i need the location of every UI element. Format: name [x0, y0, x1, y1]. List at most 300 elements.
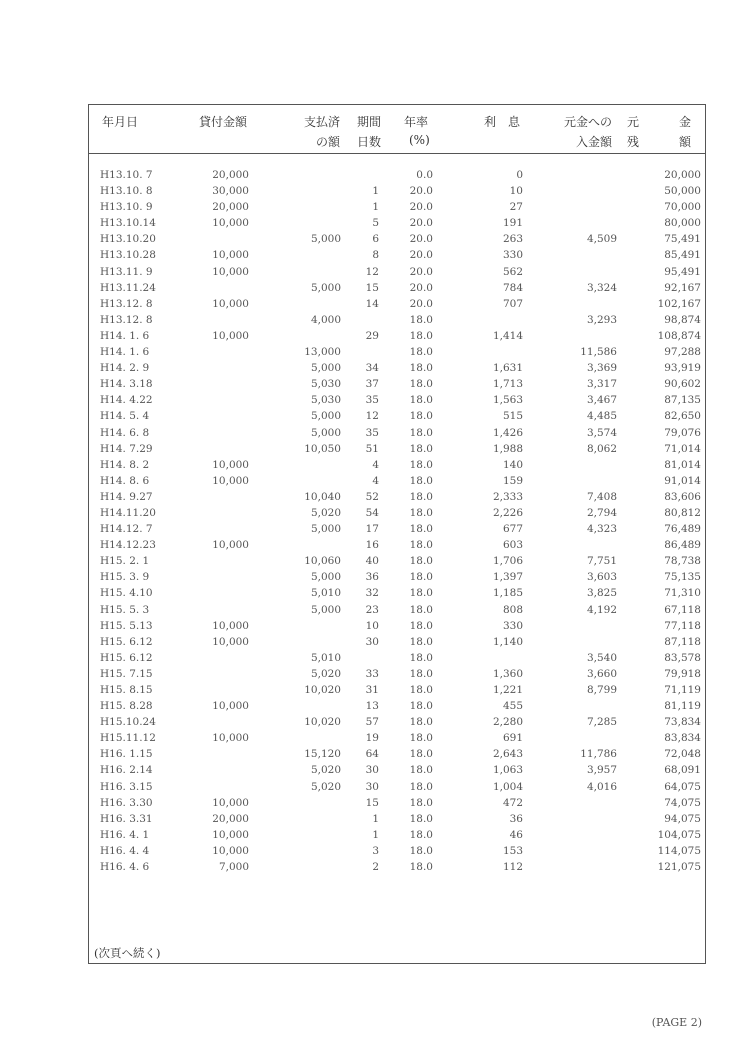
row-loan-amount: 10,000 [212, 297, 249, 310]
row-rate: 18.0 [409, 603, 433, 616]
row-balance: 71,014 [664, 442, 701, 455]
row-date: H14. 1. 6 [100, 329, 150, 342]
row-days: 64 [365, 748, 379, 761]
row-interest: 1,221 [492, 684, 523, 696]
row-days: 1 [372, 201, 379, 214]
row-interest: 455 [502, 700, 523, 713]
row-date: H14.12.23 [100, 539, 156, 552]
row-balance: 82,650 [664, 410, 701, 423]
row-principal-payment: 4,016 [586, 780, 617, 793]
row-paid-amount: 5,010 [310, 587, 341, 600]
table-row [89, 650, 705, 666]
row-days: 6 [372, 233, 379, 246]
table-row [89, 666, 705, 682]
row-paid-amount: 10,020 [304, 716, 341, 729]
row-days: 37 [365, 378, 379, 391]
row-rate: 20.0 [409, 217, 433, 230]
row-rate: 0.0 [416, 169, 433, 181]
row-rate: 18.0 [409, 796, 433, 809]
table-row [89, 505, 705, 521]
row-rate: 18.0 [409, 764, 433, 777]
table-row [89, 779, 705, 795]
row-paid-amount: 10,060 [304, 555, 341, 568]
table-row [89, 537, 705, 553]
row-date: H13.12. 8 [100, 313, 153, 326]
row-interest: 677 [502, 523, 523, 536]
table-row [89, 553, 705, 569]
row-date: H15.11.12 [100, 732, 156, 745]
row-paid-amount: 5,020 [310, 780, 341, 793]
row-rate: 18.0 [409, 651, 433, 664]
table-row [89, 682, 705, 698]
table-row [89, 795, 705, 811]
row-loan-amount: 10,000 [212, 474, 249, 487]
row-loan-amount: 10,000 [212, 619, 249, 632]
row-days: 8 [372, 249, 379, 262]
row-date: H15. 6.12 [100, 651, 153, 664]
row-interest: 10 [509, 185, 523, 198]
row-loan-amount: 10,000 [212, 329, 249, 342]
row-days: 30 [365, 780, 379, 793]
row-date: H14.12. 7 [100, 523, 153, 536]
table-row [89, 521, 705, 537]
row-interest: 1,063 [492, 764, 523, 777]
row-date: H16. 4. 1 [100, 828, 150, 841]
row-date: H13.10. 8 [100, 185, 153, 198]
page-number: (PAGE 2) [651, 1016, 702, 1029]
row-balance: 97,288 [664, 346, 701, 359]
row-interest: 191 [502, 217, 523, 230]
table-row [89, 360, 705, 376]
row-balance: 81,119 [664, 700, 701, 713]
row-balance: 76,489 [664, 523, 701, 536]
row-paid-amount: 5,000 [310, 571, 341, 584]
row-date: H13.11.24 [100, 281, 156, 294]
row-loan-amount: 10,000 [212, 458, 249, 471]
table-row [89, 634, 705, 650]
row-date: H16. 3.31 [100, 812, 153, 825]
row-loan-amount: 30,000 [212, 185, 249, 198]
row-paid-amount: 13,000 [304, 346, 341, 359]
row-principal-payment: 4,192 [586, 603, 617, 616]
header-balance-b: 金 [679, 115, 692, 129]
row-balance: 71,310 [664, 587, 701, 600]
table-row [89, 312, 705, 328]
row-date: H16. 3.30 [100, 796, 153, 809]
row-interest: 330 [502, 249, 523, 262]
table-row [89, 215, 705, 231]
row-date: H14.11.20 [100, 506, 156, 519]
row-date: H15. 3. 9 [100, 571, 150, 584]
row-balance: 114,075 [657, 844, 701, 857]
row-interest: 1,631 [492, 362, 523, 375]
row-date: H16. 4. 4 [100, 844, 150, 857]
row-rate: 20.0 [409, 185, 433, 198]
row-interest: 330 [502, 619, 523, 632]
header-rate-line2: (%) [409, 133, 430, 147]
row-interest: 707 [502, 297, 523, 310]
row-balance: 87,118 [664, 635, 701, 648]
row-rate: 18.0 [409, 442, 433, 455]
table-row [89, 714, 705, 730]
row-balance: 94,075 [664, 812, 701, 825]
row-principal-payment: 3,324 [586, 281, 617, 294]
header-principal-line2: 入金額 [576, 135, 613, 149]
row-paid-amount: 5,000 [310, 362, 341, 375]
row-date: H13.12. 8 [100, 297, 153, 310]
row-loan-amount: 10,000 [212, 828, 249, 841]
row-balance: 92,167 [664, 281, 701, 294]
row-paid-amount: 5,000 [310, 233, 341, 246]
row-paid-amount: 5,000 [310, 426, 341, 439]
row-date: H14. 1. 6 [100, 346, 150, 359]
row-interest: 27 [509, 201, 523, 214]
row-loan-amount: 10,000 [212, 700, 249, 713]
row-rate: 20.0 [409, 249, 433, 262]
row-principal-payment: 4,509 [586, 233, 617, 246]
row-interest: 1,004 [492, 780, 523, 793]
table-row [89, 441, 705, 457]
table-row [89, 762, 705, 778]
row-balance: 85,491 [664, 249, 701, 262]
header-principal-line1: 元金への [564, 115, 613, 129]
row-days: 36 [365, 571, 379, 584]
row-date: H16. 2.14 [100, 764, 153, 777]
row-balance: 80,000 [664, 217, 701, 230]
row-interest: 36 [509, 812, 523, 825]
table-row [89, 376, 705, 392]
row-days: 4 [372, 474, 379, 487]
row-date: H13.10. 7 [100, 169, 153, 181]
row-principal-payment: 2,794 [586, 506, 617, 519]
row-interest: 1,988 [492, 442, 523, 455]
header-paid-line2: の額 [316, 135, 341, 149]
table-row [89, 199, 705, 215]
row-date: H13.10.28 [100, 249, 156, 262]
row-rate: 18.0 [409, 346, 433, 359]
row-rate: 18.0 [409, 635, 433, 648]
row-interest: 1,397 [492, 571, 523, 584]
row-rate: 18.0 [409, 861, 433, 874]
row-rate: 18.0 [409, 426, 433, 439]
row-paid-amount: 10,050 [304, 442, 341, 455]
row-principal-payment: 3,540 [586, 651, 617, 664]
row-loan-amount: 10,000 [212, 844, 249, 857]
header-balance-c: 残 [627, 135, 640, 149]
row-loan-amount: 20,000 [212, 169, 249, 181]
row-loan-amount: 10,000 [212, 539, 249, 552]
row-rate: 18.0 [409, 458, 433, 471]
row-balance: 81,014 [664, 458, 701, 471]
row-interest: 691 [502, 732, 523, 745]
row-paid-amount: 10,040 [304, 490, 341, 503]
row-interest: 2,643 [492, 748, 523, 761]
row-rate: 18.0 [409, 684, 433, 696]
row-balance: 79,076 [664, 426, 701, 439]
row-date: H13.10. 9 [100, 201, 153, 214]
table-row [89, 602, 705, 618]
row-date: H14. 8. 6 [100, 474, 150, 487]
row-date: H13.11. 9 [100, 265, 153, 278]
row-balance: 79,918 [664, 667, 701, 680]
row-paid-amount: 5,000 [310, 410, 341, 423]
row-date: H16. 1.15 [100, 748, 153, 761]
row-interest: 2,333 [492, 490, 523, 503]
row-paid-amount: 5,030 [310, 394, 341, 407]
row-loan-amount: 7,000 [218, 861, 249, 874]
row-interest: 515 [502, 410, 523, 423]
row-balance: 67,118 [664, 603, 701, 616]
row-loan-amount: 10,000 [212, 217, 249, 230]
row-rate: 18.0 [409, 587, 433, 600]
row-rate: 18.0 [409, 700, 433, 713]
row-principal-payment: 8,062 [586, 442, 617, 455]
row-balance: 104,075 [657, 828, 701, 841]
table-row [89, 328, 705, 344]
row-loan-amount: 10,000 [212, 265, 249, 278]
row-principal-payment: 3,574 [586, 426, 617, 439]
table-row [89, 811, 705, 827]
row-interest: 562 [502, 265, 523, 278]
row-paid-amount: 5,030 [310, 378, 341, 391]
row-date: H15. 8.28 [100, 700, 153, 713]
row-balance: 50,000 [664, 185, 701, 198]
table-row [89, 730, 705, 746]
row-rate: 18.0 [409, 828, 433, 841]
row-balance: 75,491 [664, 233, 701, 246]
row-rate: 18.0 [409, 619, 433, 632]
row-balance: 90,602 [664, 378, 701, 391]
row-date: H14. 7.29 [100, 442, 153, 455]
row-balance: 83,834 [664, 732, 701, 745]
row-interest: 263 [502, 233, 523, 246]
row-balance: 93,919 [664, 362, 701, 375]
row-days: 33 [365, 667, 379, 680]
row-rate: 18.0 [409, 732, 433, 745]
continued-note: (次頁へ続く) [94, 946, 161, 960]
row-date: H14. 9.27 [100, 490, 153, 503]
row-balance: 74,075 [664, 796, 701, 809]
row-balance: 75,135 [664, 571, 701, 584]
row-days: 31 [365, 684, 379, 696]
row-date: H15. 5.13 [100, 619, 153, 632]
row-balance: 98,874 [664, 313, 701, 326]
row-days: 3 [372, 844, 379, 857]
table-row [89, 843, 705, 859]
row-days: 14 [365, 297, 379, 310]
table-row [89, 392, 705, 408]
row-interest: 2,226 [492, 506, 523, 519]
row-date: H13.10.14 [100, 217, 156, 230]
row-balance: 102,167 [657, 297, 701, 310]
row-paid-amount: 10,020 [304, 684, 341, 696]
row-rate: 18.0 [409, 523, 433, 536]
row-days: 15 [365, 281, 379, 294]
table-row [89, 618, 705, 634]
row-date: H14. 4.22 [100, 394, 153, 407]
row-rate: 18.0 [409, 571, 433, 584]
header-balance-d: 額 [679, 135, 692, 149]
row-rate: 18.0 [409, 667, 433, 680]
row-rate: 20.0 [409, 297, 433, 310]
row-balance: 68,091 [664, 764, 701, 777]
row-days: 32 [365, 587, 379, 600]
row-balance: 20,000 [664, 169, 701, 181]
row-days: 16 [365, 539, 379, 552]
row-rate: 18.0 [409, 555, 433, 568]
row-days: 12 [365, 410, 379, 423]
row-balance: 71,119 [664, 684, 701, 696]
row-principal-payment: 3,317 [586, 378, 617, 391]
row-balance: 70,000 [664, 201, 701, 214]
row-rate: 18.0 [409, 362, 433, 375]
row-days: 12 [365, 265, 379, 278]
row-principal-payment: 7,751 [586, 555, 617, 568]
row-balance: 121,075 [657, 861, 701, 874]
row-rate: 18.0 [409, 313, 433, 326]
row-principal-payment: 7,408 [586, 490, 617, 503]
row-balance: 95,491 [664, 265, 701, 278]
row-date: H14. 2. 9 [100, 362, 150, 375]
header-period-line1: 期間 [357, 115, 382, 129]
ledger-table [88, 104, 706, 964]
row-rate: 18.0 [409, 490, 433, 503]
row-date: H15.10.24 [100, 716, 156, 729]
row-days: 1 [372, 185, 379, 198]
row-principal-payment: 3,293 [586, 313, 617, 326]
row-rate: 20.0 [409, 233, 433, 246]
row-interest: 472 [502, 796, 523, 809]
row-days: 30 [365, 764, 379, 777]
row-days: 30 [365, 635, 379, 648]
row-interest: 808 [502, 603, 523, 616]
row-date: H16. 4. 6 [100, 861, 150, 874]
row-paid-amount: 5,020 [310, 506, 341, 519]
row-loan-amount: 10,000 [212, 732, 249, 745]
row-interest: 603 [502, 539, 523, 552]
header-period-line2: 日数 [357, 135, 382, 149]
row-rate: 18.0 [409, 716, 433, 729]
row-principal-payment: 3,957 [586, 764, 617, 777]
row-days: 2 [372, 861, 379, 874]
table-row [89, 231, 705, 247]
row-interest: 153 [502, 844, 523, 857]
row-date: H13.10.20 [100, 233, 156, 246]
row-loan-amount: 10,000 [212, 796, 249, 809]
row-paid-amount: 5,000 [310, 603, 341, 616]
row-loan-amount: 10,000 [212, 249, 249, 262]
row-principal-payment: 3,467 [586, 394, 617, 407]
table-row [89, 183, 705, 199]
row-days: 29 [365, 329, 379, 342]
ledger-rows [89, 167, 705, 875]
row-balance: 77,118 [664, 619, 701, 632]
row-interest: 0 [516, 169, 523, 181]
table-row [89, 827, 705, 843]
table-row [89, 344, 705, 360]
header-date: 年月日 [102, 115, 139, 129]
row-rate: 20.0 [409, 281, 433, 294]
row-interest: 784 [502, 281, 523, 294]
row-rate: 18.0 [409, 780, 433, 793]
row-principal-payment: 4,485 [586, 410, 617, 423]
table-row [89, 247, 705, 263]
row-loan-amount: 20,000 [212, 812, 249, 825]
row-interest: 1,706 [492, 555, 523, 568]
row-principal-payment: 3,603 [586, 571, 617, 584]
row-days: 34 [365, 362, 379, 375]
row-rate: 18.0 [409, 329, 433, 342]
table-row [89, 569, 705, 585]
row-interest: 1,185 [492, 587, 523, 600]
row-principal-payment: 3,825 [586, 587, 617, 600]
row-principal-payment: 4,323 [586, 523, 617, 536]
row-balance: 78,738 [664, 555, 701, 568]
row-balance: 64,075 [664, 780, 701, 793]
row-rate: 18.0 [409, 506, 433, 519]
row-interest: 140 [502, 458, 523, 471]
row-paid-amount: 5,000 [310, 523, 341, 536]
row-balance: 83,606 [664, 490, 701, 503]
row-balance: 86,489 [664, 539, 701, 552]
row-rate: 18.0 [409, 378, 433, 391]
row-date: H15. 7.15 [100, 667, 153, 680]
row-principal-payment: 7,285 [586, 716, 617, 729]
row-days: 1 [372, 828, 379, 841]
row-days: 54 [365, 506, 379, 519]
row-days: 4 [372, 458, 379, 471]
row-balance: 91,014 [664, 474, 701, 487]
row-date: H14. 3.18 [100, 378, 153, 391]
table-row [89, 167, 705, 183]
row-interest: 1,140 [492, 635, 523, 648]
row-rate: 18.0 [409, 474, 433, 487]
row-interest: 1,713 [492, 378, 523, 391]
row-date: H15. 5. 3 [100, 603, 150, 616]
row-loan-amount: 10,000 [212, 635, 249, 648]
header-paid-line1: 支払済 [304, 115, 341, 129]
row-days: 1 [372, 812, 379, 825]
row-days: 51 [365, 442, 379, 455]
table-row [89, 859, 705, 875]
row-paid-amount: 5,000 [310, 281, 341, 294]
row-paid-amount: 15,120 [304, 748, 341, 761]
table-row [89, 457, 705, 473]
header-rate-line1: 年率 [404, 115, 429, 129]
row-loan-amount: 20,000 [212, 201, 249, 214]
row-principal-payment: 3,660 [586, 667, 617, 680]
row-days: 15 [365, 796, 379, 809]
row-balance: 108,874 [657, 329, 701, 342]
row-balance: 83,578 [664, 651, 701, 664]
row-balance: 72,048 [664, 748, 701, 761]
row-rate: 18.0 [409, 812, 433, 825]
row-balance: 80,812 [664, 506, 701, 519]
row-paid-amount: 5,020 [310, 667, 341, 680]
row-days: 19 [365, 732, 379, 745]
table-row [89, 280, 705, 296]
row-days: 10 [365, 619, 379, 632]
row-rate: 18.0 [409, 748, 433, 761]
header-divider [89, 153, 705, 154]
header-interest: 利 息 [484, 115, 521, 129]
header-loan-amount: 貸付金額 [199, 115, 248, 129]
row-days: 17 [365, 523, 379, 536]
table-row [89, 296, 705, 312]
row-interest: 2,280 [492, 716, 523, 729]
row-days: 13 [365, 700, 379, 713]
row-days: 57 [365, 716, 379, 729]
